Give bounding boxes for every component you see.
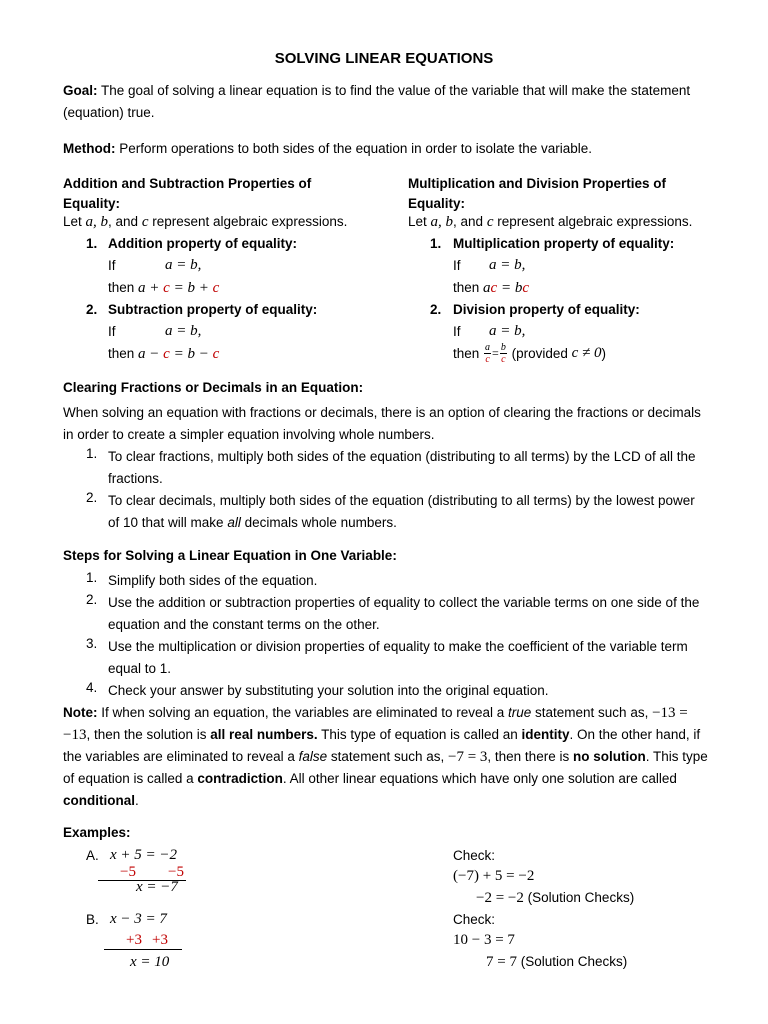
example-a-check-line1: (−7) + 5 = −2: [453, 868, 535, 884]
addsub-p1-result: then a + c = b + c: [108, 280, 220, 296]
example-b-rule: [104, 949, 182, 950]
step-2-number: 2.: [86, 592, 98, 607]
clearing-intro: When solving an equation with fractions or decimals, there is an option of clearing the fractions or decimals in order to create a simpler equation involving whole numbers.: [63, 405, 701, 442]
muldiv-p2-result: then $\frac{a}{c}$ = $\frac{b}{c}$ (provided c ≠ 0): [453, 342, 607, 365]
goal-label: Goal:: [63, 83, 98, 98]
goal-paragraph: [63, 80, 703, 124]
addsub-intro: Let a, b, and c represent algebraic expressions.: [63, 214, 348, 230]
method-paragraph: [63, 138, 703, 160]
muldiv-p2-title: Division property of equality:: [453, 302, 640, 317]
example-b-add-right: +3: [152, 932, 168, 948]
steps-heading: Steps for Solving a Linear Equation in One Variable:: [63, 548, 397, 563]
example-b-check-line2: 7 = 7 (Solution Checks): [486, 954, 628, 970]
fraction-a-over-c: $\frac{a}{c}$: [485, 342, 491, 365]
addsub-heading: Addition and Subtraction Properties of Equality:: [63, 176, 312, 211]
step-2-text: Use the addition or subtraction properties of equality to collect the variable terms on one side of the equation and the constant terms on the other.: [108, 595, 700, 632]
clearing-item1: To clear fractions, multiply both sides of the equation (distributing to all terms) by the LCD of all the fractions.: [108, 449, 696, 486]
example-a-check-label: Check:: [453, 848, 496, 863]
muldiv-p1-result: then ac = bc: [453, 280, 529, 296]
example-a-subtract-left: −5: [120, 864, 136, 880]
muldiv-intro: Let a, b, and c represent algebraic expressions.: [408, 214, 693, 230]
addsub-p2-number: 2.: [86, 302, 98, 317]
muldiv-p1-if: If: [453, 258, 461, 273]
addsub-p1-number: 1.: [86, 236, 98, 251]
example-b-result: x = 10: [130, 954, 170, 970]
step-3-number: 3.: [86, 636, 98, 651]
addsub-p2-result: then a − c = b − c: [108, 346, 220, 362]
example-a-check-line2: −2 = −2 (Solution Checks): [476, 890, 635, 906]
muldiv-p1-title: Multiplication property of equality:: [453, 236, 675, 251]
clearing-item2: To clear decimals, multiply both sides of the equation (distributing to all terms) by the lowest power of 10 that will make all decimals whole numbers.: [108, 493, 695, 530]
example-b-equation: x − 3 = 7: [110, 911, 167, 927]
muldiv-p2-number: 2.: [430, 302, 442, 317]
step-4-number: 4.: [86, 680, 98, 695]
step-3-text: Use the multiplication or division properties of equality to make the coefficient of the variable term equal to 1.: [108, 639, 688, 676]
muldiv-heading: Multiplication and Division Properties of Equality:: [408, 176, 667, 211]
addsub-p1-given: a = b,: [165, 257, 202, 273]
clearing-item1-number: 1.: [86, 446, 98, 461]
addsub-p1-if: If: [108, 258, 116, 273]
muldiv-p1-given: a = b,: [489, 257, 526, 273]
clearing-item2-number: 2.: [86, 490, 98, 505]
addsub-p2-title: Subtraction property of equality:: [108, 302, 318, 317]
note-paragraph: Note: If when solving an equation, the variables are eliminated to reveal a true statement such as, −13 = −13, then the solution is all real numbers. This type of equation is called an identity. On the other hand, if the variables are eliminated to reveal a false statement such as, −7 = 3, then there is no solution. This type of equation is called a contradiction. All other linear equations which have only one solution are called conditional.: [63, 705, 708, 808]
muldiv-p2-given: a = b,: [489, 323, 526, 339]
fraction-b-over-c: $\frac{b}{c}$: [500, 342, 506, 365]
muldiv-p2-if: If: [453, 324, 461, 339]
example-a-label: A.: [86, 848, 99, 863]
method-label: Method:: [63, 141, 116, 156]
examples-heading: Examples:: [63, 825, 131, 840]
example-b-label: B.: [86, 912, 99, 927]
addsub-p2-if: If: [108, 324, 116, 339]
example-b-check-line1: 10 − 3 = 7: [453, 932, 515, 948]
example-a-equation: x + 5 = −2: [110, 847, 178, 863]
example-b-add-left: +3: [126, 932, 142, 948]
clearing-heading: Clearing Fractions or Decimals in an Equation:: [63, 380, 364, 395]
goal-text: The goal of solving a linear equation is to find the value of the variable that will make the statement (equation) true.: [63, 83, 691, 120]
page-title: SOLVING LINEAR EQUATIONS: [274, 50, 494, 67]
step-1-text: Simplify both sides of the equation.: [108, 573, 318, 588]
step-1-number: 1.: [86, 570, 98, 585]
muldiv-p1-number: 1.: [430, 236, 442, 251]
example-a-result: x = −7: [136, 879, 178, 895]
addsub-p2-given: a = b,: [165, 323, 202, 339]
example-b-check-label: Check:: [453, 912, 496, 927]
method-text: Perform operations to both sides of the equation in order to isolate the variable.: [115, 141, 593, 156]
addsub-p1-title: Addition property of equality:: [108, 236, 297, 251]
step-4-text: Check your answer by substituting your solution into the original equation.: [108, 683, 549, 698]
example-a-subtract-right: −5: [168, 864, 184, 880]
